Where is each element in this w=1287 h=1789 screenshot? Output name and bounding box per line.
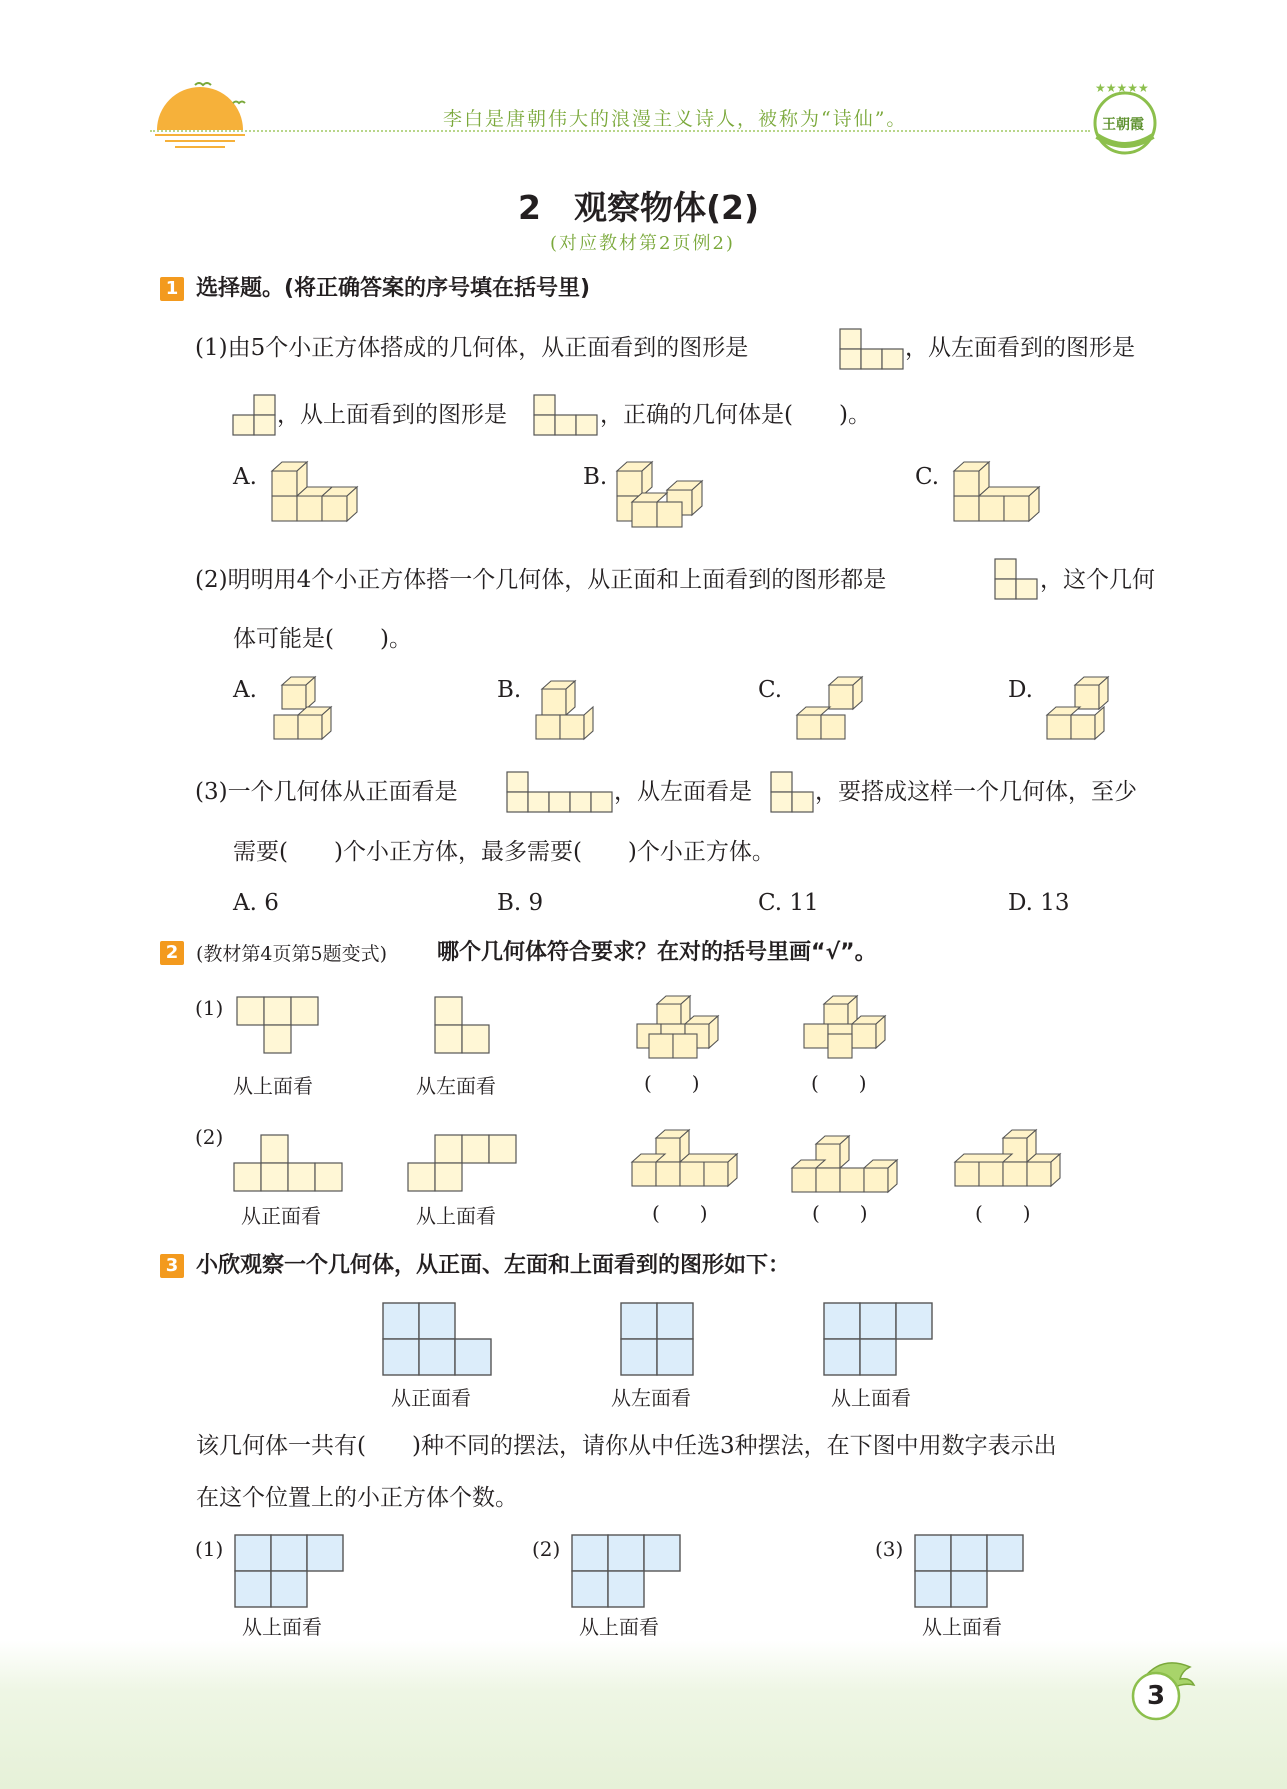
cube-figure-c: [952, 460, 1047, 532]
page-number: 3: [1147, 1681, 1166, 1711]
front-top-view-grid: [994, 558, 1039, 600]
q3-text-a: 该几何体一共有( )种不同的摆法，请你从中任选3种摆法，在下图中用数字表示出: [196, 1433, 1057, 1459]
q1-part2-option-d[interactable]: D.: [1008, 677, 1033, 703]
q3-caption-front: 从正面看: [391, 1386, 471, 1410]
q2-part1-caption-left: 从左面看: [416, 1074, 496, 1098]
q2-part1-figure-2: [802, 990, 892, 1062]
q2-part2-figure-1: [630, 1120, 755, 1192]
cube-figure-2a: [272, 675, 342, 745]
q3-top-view-grid: [823, 1302, 935, 1376]
q2-part2-blank-3[interactable]: ( ): [975, 1201, 1031, 1225]
q2-front-view-grid: [233, 1134, 345, 1194]
q3-left-view-grid: [620, 1302, 696, 1376]
svg-text:★★★★★: ★★★★★: [1095, 81, 1149, 95]
q2-part2-caption-front: 从正面看: [241, 1204, 321, 1228]
q3-caption-top: 从上面看: [831, 1386, 911, 1410]
q2-part2-blank-1[interactable]: ( ): [652, 1201, 708, 1225]
header-quote: 李白是唐朝伟大的浪漫主义诗人，被称为“诗仙”。: [443, 108, 908, 130]
page-title: 2 观察物体(2): [518, 188, 760, 227]
q1-part3-option-d[interactable]: D. 13: [1008, 890, 1070, 916]
q3-answer-caption-2: 从上面看: [579, 1615, 659, 1639]
question-3-prompt: 小欣观察一个几何体，从正面、左面和上面看到的图形如下：: [196, 1253, 791, 1278]
q1-part3-text-a: (3)一个几何体从正面看是: [195, 779, 458, 805]
q2-part2-figure-2: [790, 1126, 915, 1198]
q1-part2-option-a[interactable]: A.: [233, 677, 257, 703]
cube-figure-a: [270, 460, 365, 528]
front-view-long-grid: [506, 771, 616, 813]
q2-part2-label: (2): [195, 1125, 224, 1149]
q3-caption-left: 从左面看: [611, 1386, 691, 1410]
cube-figure-2d: [1045, 675, 1115, 745]
q2-top-view-grid-2: [407, 1134, 519, 1194]
q1-part1-option-c[interactable]: C.: [915, 464, 940, 490]
q3-answer-grid-1[interactable]: [234, 1534, 346, 1608]
question-3-badge: 3: [160, 1254, 184, 1278]
question-2-badge: 2: [160, 941, 184, 965]
q3-answer-grid-2[interactable]: [571, 1534, 683, 1608]
q3-answer-caption-1: 从上面看: [242, 1615, 322, 1639]
q1-part2-text-b: ，这个几何: [1040, 567, 1155, 593]
q3-answer-grid-3[interactable]: [914, 1534, 1026, 1608]
page-subtitle: (对应教材第2页例2): [550, 233, 735, 254]
q1-part3-text-b: ，从左面看是: [614, 779, 752, 805]
q3-answer-label-3: (3): [875, 1537, 904, 1561]
q1-part3-text-d: 需要( )个小正方体，最多需要( )个小正方体。: [233, 839, 775, 865]
q1-part3-text-c: ，要搭成这样一个几何体，至少: [815, 779, 1137, 805]
q1-part2-text-c: 体可能是( )。: [233, 626, 412, 652]
q1-part1-option-a[interactable]: A.: [233, 464, 257, 490]
q1-part1-text-b: ，从左面看到的图形是: [905, 335, 1135, 361]
q2-part2-blank-2[interactable]: ( ): [812, 1201, 868, 1225]
q3-front-view-grid: [382, 1302, 494, 1376]
q2-part1-blank-2[interactable]: ( ): [811, 1071, 867, 1095]
question-1-badge: 1: [160, 277, 184, 301]
cube-figure-b: [615, 460, 710, 530]
q2-part1-caption-top: 从上面看: [233, 1074, 313, 1098]
q2-part1-label: (1): [195, 996, 224, 1020]
q2-part1-blank-1[interactable]: ( ): [644, 1071, 700, 1095]
q2-part2-caption-top: 从上面看: [416, 1204, 496, 1228]
q2-left-view-grid: [434, 996, 494, 1058]
brand-logo-text: 王朝霞: [1102, 117, 1144, 133]
left-view-small-grid: [770, 771, 815, 813]
q3-answer-caption-3: 从上面看: [922, 1615, 1002, 1639]
question-2-source: (教材第4页第5题变式): [196, 943, 388, 965]
q1-part2-text-a: (2)明明用4个小正方体搭一个几何体，从正面和上面看到的图形都是: [195, 567, 887, 593]
q3-answer-label-1: (1): [195, 1537, 224, 1561]
left-view-grid: [232, 394, 277, 436]
q3-text-b: 在这个位置上的小正方体个数。: [196, 1485, 518, 1511]
q1-part2-option-c[interactable]: C.: [758, 677, 783, 703]
q2-top-view-grid: [236, 996, 322, 1058]
q2-part1-figure-1: [635, 990, 725, 1062]
q1-part1-text-a: (1)由5个小正方体搭成的几何体，从正面看到的图形是: [195, 335, 749, 361]
q1-part1-option-b[interactable]: B.: [583, 464, 608, 490]
front-view-grid: [839, 328, 905, 370]
q3-answer-label-2: (2): [532, 1537, 561, 1561]
sunset-icon: [145, 75, 255, 155]
q1-part3-option-b[interactable]: B. 9: [497, 890, 544, 916]
q1-part1-text-c: ，从上面看到的图形是: [277, 402, 507, 428]
top-view-grid: [533, 394, 599, 436]
q1-part1-text-d: ，正确的几何体是( )。: [600, 402, 871, 428]
question-1-prompt: 选择题。(将正确答案的序号填在括号里): [196, 276, 591, 301]
q1-part2-option-b[interactable]: B.: [497, 677, 522, 703]
q2-part2-figure-3: [953, 1120, 1078, 1192]
q1-part3-option-c[interactable]: C. 11: [758, 890, 819, 916]
cube-figure-2b: [534, 675, 604, 745]
cube-figure-2c: [795, 675, 865, 745]
question-2-prompt: 哪个几何体符合要求？在对的括号里画“√”。: [437, 940, 877, 965]
footer-background: [0, 1640, 1287, 1789]
q1-part3-option-a[interactable]: A. 6: [233, 890, 279, 916]
